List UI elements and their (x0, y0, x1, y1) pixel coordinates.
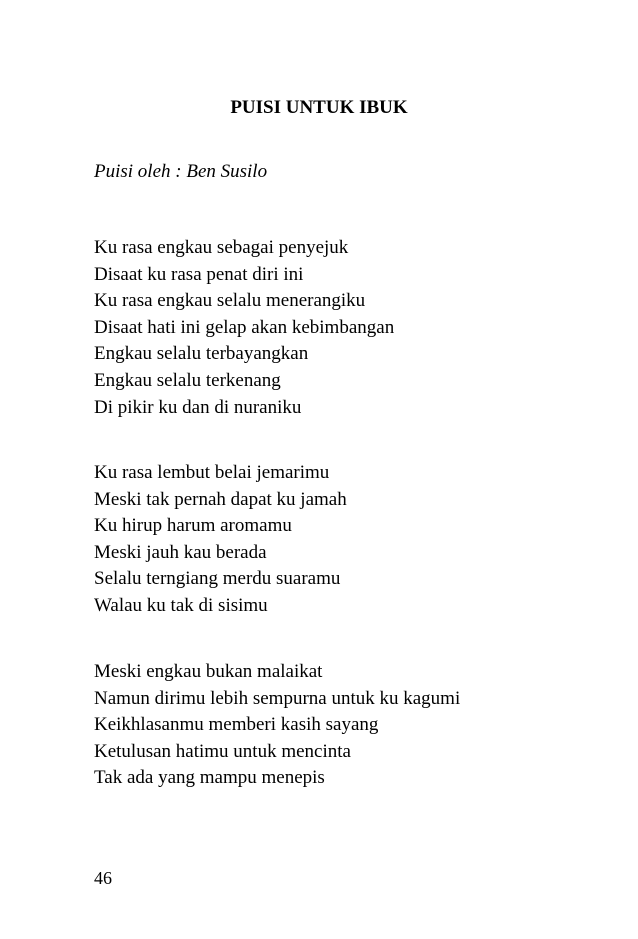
poem-line: Ku rasa engkau sebagai penyejuk (94, 237, 349, 258)
poem-line: Ketulusan hatimu untuk mencinta (94, 740, 351, 762)
poem-line: Tak ada yang mampu menepis (94, 767, 325, 789)
poem-line: Selalu terngiang merdu suaramu (94, 568, 341, 590)
poem-line: Ku rasa lembut belai jemarimu (94, 462, 330, 483)
poem-title: PUISI UNTUK IBUK (230, 97, 408, 118)
poem-line: Ku hirup harum aromamu (94, 515, 292, 537)
poem-line: Disaat ku rasa penat diri ini (94, 263, 304, 285)
stanza-3 (94, 659, 460, 792)
poem-line: Keikhlasanmu memberi kasih sayang (94, 714, 379, 736)
poem-line: Ku rasa engkau selalu menerangiku (94, 290, 366, 312)
stanza-1 (94, 235, 394, 421)
stanza-2 (94, 460, 347, 620)
poem-line: Di pikir ku dan di nuraniku (94, 396, 302, 418)
poem-line: Walau ku tak di sisimu (94, 594, 268, 616)
poem-line: Meski tak pernah dapat ku jamah (94, 488, 347, 510)
author-line: Puisi oleh : Ben Susilo (94, 161, 268, 182)
poem-line: Meski jauh kau berada (94, 541, 267, 563)
poem-line: Engkau selalu terkenang (94, 369, 281, 391)
poem-line: Meski engkau bukan malaikat (94, 661, 323, 682)
poem-line: Disaat hati ini gelap akan kebimbangan (94, 316, 395, 338)
page-number: 46 (94, 868, 112, 888)
poem-line: Engkau selalu terbayangkan (94, 343, 309, 365)
poem-line: Namun dirimu lebih sempurna untuk ku kagumi (94, 687, 461, 709)
